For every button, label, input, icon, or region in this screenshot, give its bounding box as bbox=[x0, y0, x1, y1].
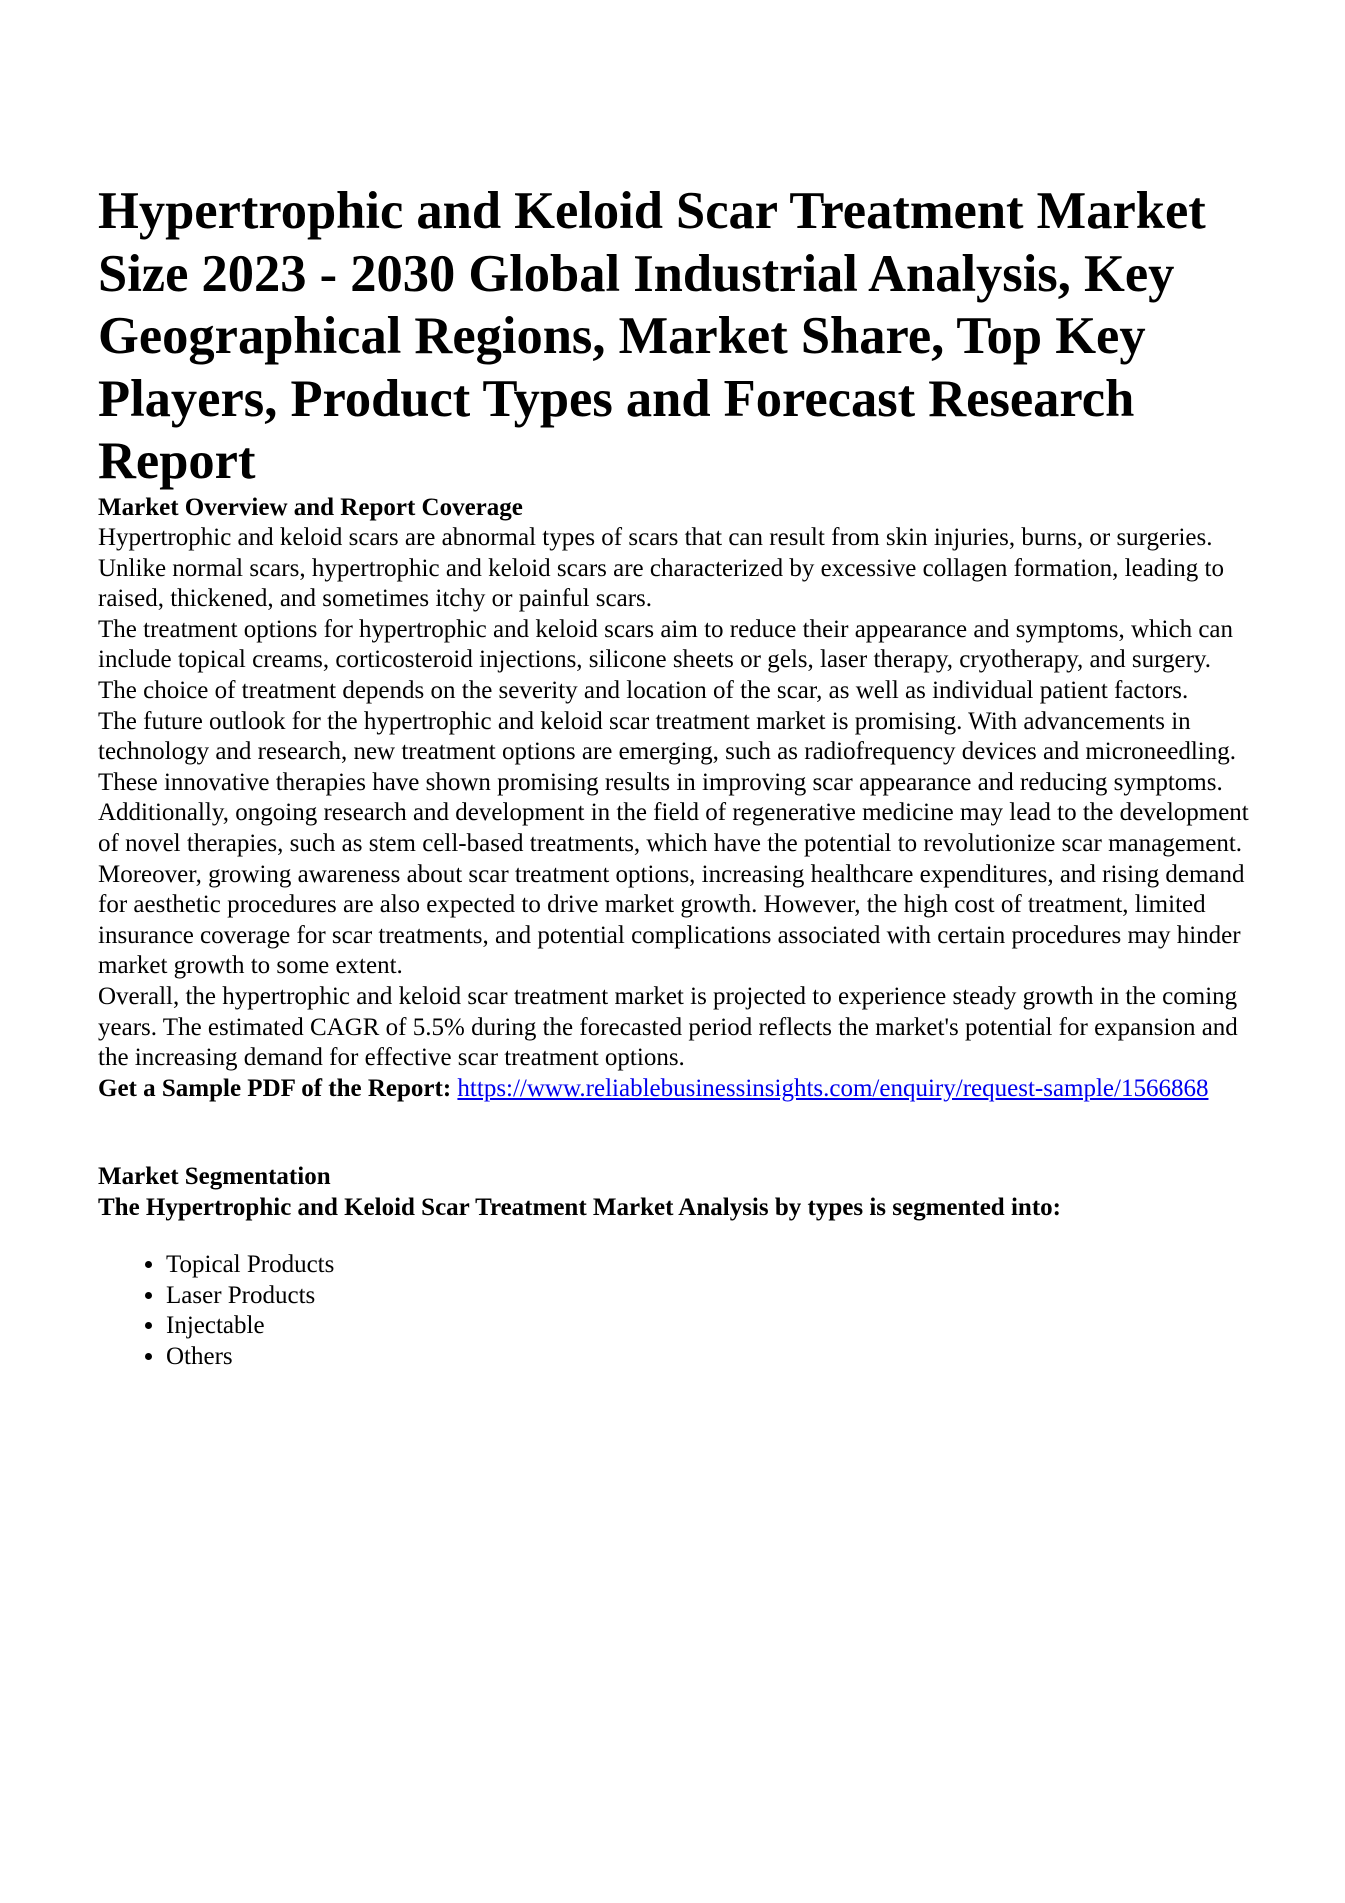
sample-pdf-line bbox=[98, 1074, 1250, 1105]
overview-paragraph-4: Moreover, growing awareness about scar treatment options, increasing healthcare expenditures, and rising demand for aesthetic procedures are also expected to drive market growth. However, the high cost of treatment, limited insurance coverage for scar treatments, and potential complications associated with certain procedures may hinder market growth to some extent. bbox=[98, 860, 1245, 980]
sample-pdf-link[interactable]: https://www.reliablebusinessinsights.com/enquiry/request-sample/1566868 bbox=[457, 1074, 1209, 1102]
section-heading-market-overview: Market Overview and Report Coverage bbox=[98, 493, 523, 521]
list-item: • Others bbox=[166, 1342, 1250, 1373]
overview-paragraph-2: The treatment options for hypertrophic and keloid scars aim to reduce their appearance and symptoms, which can include topical creams, corticosteroid injections, silicone sheets or gels, laser therapy, cryotherapy, and surgery. The choice of treatment depends on the severity and location of the scar, as well as individual patient factors. bbox=[98, 615, 1234, 705]
overview-section bbox=[98, 493, 1250, 1162]
section-heading-market-segmentation: Market Segmentation bbox=[98, 1162, 331, 1190]
overview-paragraph-5: Overall, the hypertrophic and keloid scar treatment market is projected to experience steady growth in the coming years. The estimated CAGR of 5.5% during the forecasted period reflects the market's potential for expansion and the increasing demand for effective scar treatment options. bbox=[98, 983, 1238, 1072]
list-item: • Laser Products bbox=[166, 1281, 1250, 1312]
overview-paragraph-3: The future outlook for the hypertrophic and keloid scar treatment market is promising. With advancements in technology and research, new treatment options are emerging, such as radiofrequency devices and microneedling. These innovative therapies have shown promising results in improving scar appearance and reducing symptoms. Additionally, ongoing research and development in the field of regenerative medicine may lead to the development of novel therapies, such as stem cell-based treatments, which have the potential to revolutionize scar management. bbox=[98, 707, 1249, 858]
list-item: • Injectable bbox=[166, 1311, 1250, 1342]
document-title: Hypertrophic and Keloid Scar Treatment Market Size 2023 - 2030 Global Industrial Analysis, Key Geographical Regions, Market Share, Top Key Players, Product Types and Forecast Research Report bbox=[98, 182, 1206, 490]
spacer bbox=[98, 1131, 1250, 1162]
types-list bbox=[98, 1250, 1250, 1372]
overview-paragraph-1: Hypertrophic and keloid scars are abnormal types of scars that can result from skin injuries, burns, or surgeries. Unlike normal scars, hypertrophic and keloid scars are characterized by excessive collagen formation, leading to raised, thickened, and sometimes itchy or painful scars. bbox=[98, 524, 1224, 613]
list-item: • Topical Products bbox=[166, 1250, 1250, 1281]
types-heading: The Hypertrophic and Keloid Scar Treatment Market Analysis by types is segmented into: bbox=[98, 1193, 1061, 1221]
segmentation-section bbox=[98, 1162, 1250, 1373]
sample-pdf-label: Get a Sample PDF of the Report: bbox=[98, 1074, 452, 1102]
